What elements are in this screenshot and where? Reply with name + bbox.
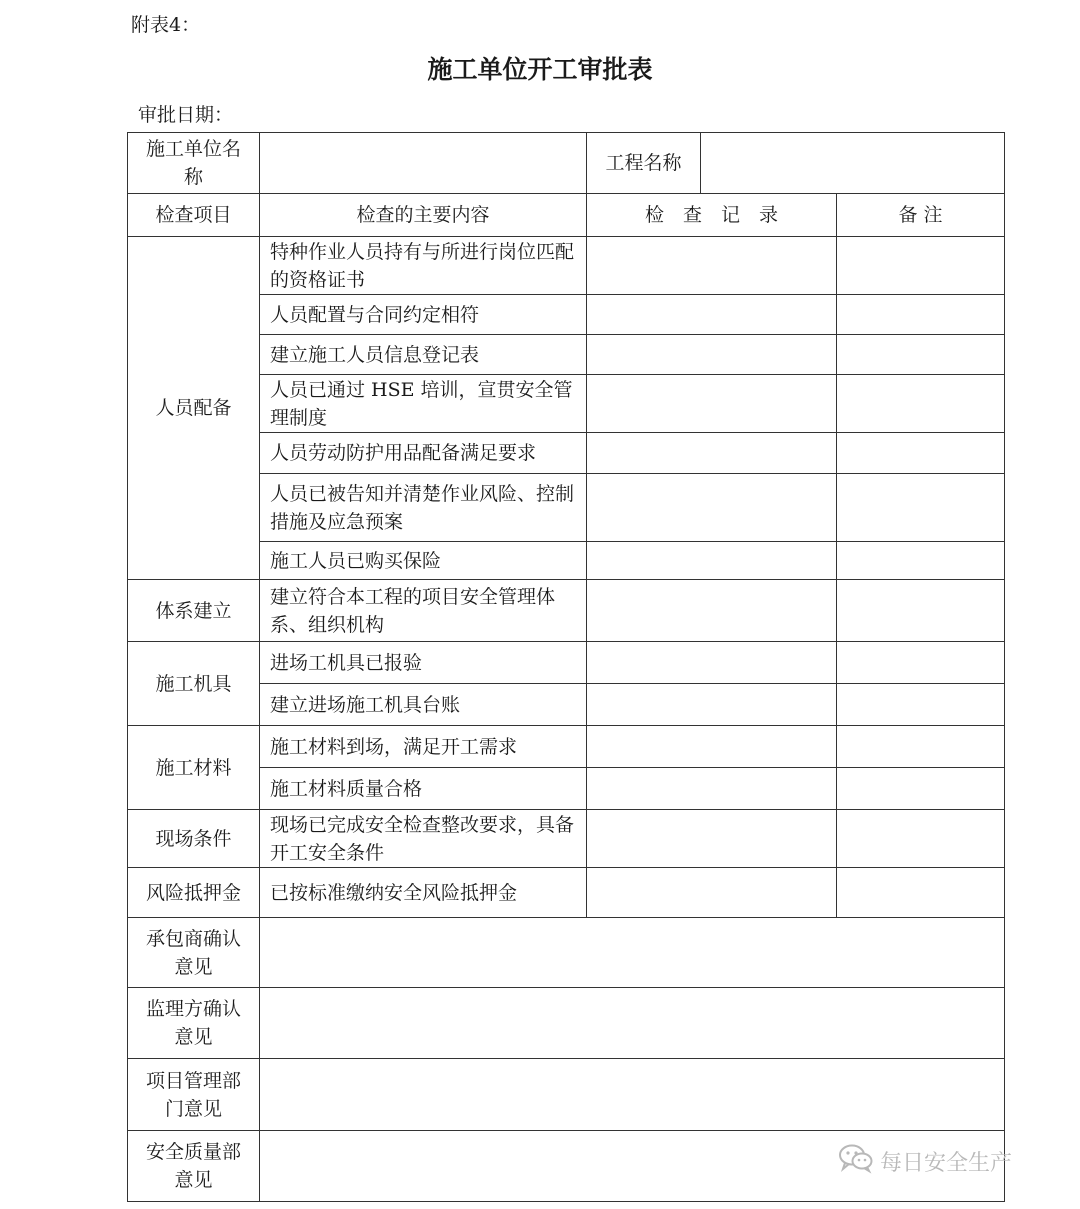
- table-row: [128, 542, 1005, 580]
- check-item: 建立施工人员信息登记表: [260, 335, 587, 375]
- project-name-label: 工程名称: [587, 133, 701, 194]
- remark-cell[interactable]: [837, 726, 1005, 768]
- record-cell[interactable]: [587, 868, 837, 918]
- col-content-header: 检查的主要内容: [260, 194, 587, 237]
- table-row: [128, 580, 1005, 642]
- table-row: [128, 375, 1005, 433]
- group-label-site: 现场条件: [128, 810, 260, 868]
- record-cell[interactable]: [587, 768, 837, 810]
- record-cell[interactable]: [587, 542, 837, 580]
- table-row: [128, 868, 1005, 918]
- check-item: 施工材料质量合格: [260, 768, 587, 810]
- check-item: 施工材料到场，满足开工需求: [260, 726, 587, 768]
- record-cell[interactable]: [587, 474, 837, 542]
- opinion-label-safety-dept: 安全质量部意见: [128, 1131, 260, 1202]
- wechat-icon: [838, 1143, 874, 1179]
- check-item: 进场工机具已报验: [260, 642, 587, 684]
- opinion-label-contractor: 承包商确认意见: [128, 918, 260, 988]
- record-cell[interactable]: [587, 375, 837, 433]
- document-title: 施工单位开工审批表: [427, 55, 653, 84]
- check-item: 人员已通过 HSE 培训，宣贯安全管理制度: [260, 375, 587, 433]
- table-row: [128, 474, 1005, 542]
- opinion-label-supervisor: 监理方确认意见: [128, 988, 260, 1059]
- remark-cell[interactable]: [837, 810, 1005, 868]
- unit-name-field[interactable]: [260, 133, 587, 194]
- table-row: [128, 768, 1005, 810]
- record-cell[interactable]: [587, 580, 837, 642]
- record-cell[interactable]: [587, 726, 837, 768]
- annex-label: 附表4：: [131, 14, 201, 36]
- remark-cell[interactable]: [837, 642, 1005, 684]
- remark-cell[interactable]: [837, 474, 1005, 542]
- remark-cell[interactable]: [837, 684, 1005, 726]
- check-item: 建立进场施工机具台账: [260, 684, 587, 726]
- remark-cell[interactable]: [837, 433, 1005, 474]
- table-row: [128, 684, 1005, 726]
- record-cell[interactable]: [587, 810, 837, 868]
- opinion-row-supervisor: [128, 988, 1005, 1059]
- unit-row: [128, 133, 1005, 194]
- project-name-field[interactable]: [701, 133, 1005, 194]
- col-remark-header: 备 注: [837, 194, 1005, 237]
- opinion-row-project-dept: [128, 1059, 1005, 1131]
- approval-date-label: 审批日期：: [138, 104, 234, 126]
- group-label-system: 体系建立: [128, 580, 260, 642]
- remark-cell[interactable]: [837, 375, 1005, 433]
- group-label-personnel: 人员配备: [128, 237, 260, 580]
- opinion-field-project-dept[interactable]: [260, 1059, 1005, 1131]
- record-cell[interactable]: [587, 295, 837, 335]
- column-header-row: [128, 194, 1005, 237]
- remark-cell[interactable]: [837, 335, 1005, 375]
- record-cell[interactable]: [587, 237, 837, 295]
- check-item: 现场已完成安全检查整改要求，具备开工安全条件: [260, 810, 587, 868]
- table-row: [128, 433, 1005, 474]
- remark-cell[interactable]: [837, 237, 1005, 295]
- group-label-materials: 施工材料: [128, 726, 260, 810]
- col-item-header: 检查项目: [128, 194, 260, 237]
- group-label-deposit: 风险抵押金: [128, 868, 260, 918]
- table-row: [128, 726, 1005, 768]
- approval-form-table: [127, 132, 1005, 1202]
- opinion-field-supervisor[interactable]: [260, 988, 1005, 1059]
- record-cell[interactable]: [587, 433, 837, 474]
- table-row: [128, 810, 1005, 868]
- check-item: 已按标准缴纳安全风险抵押金: [260, 868, 587, 918]
- check-item: 建立符合本工程的项目安全管理体系、组织机构: [260, 580, 587, 642]
- check-item: 人员劳动防护用品配备满足要求: [260, 433, 587, 474]
- watermark: [838, 1144, 1012, 1178]
- table-row: [128, 295, 1005, 335]
- check-item: 人员配置与合同约定相符: [260, 295, 587, 335]
- opinion-label-project-dept: 项目管理部门意见: [128, 1059, 260, 1131]
- check-item: 施工人员已购买保险: [260, 542, 587, 580]
- table-row: [128, 237, 1005, 295]
- check-item: 人员已被告知并清楚作业风险、控制措施及应急预案: [260, 474, 587, 542]
- record-cell[interactable]: [587, 335, 837, 375]
- unit-name-label: 施工单位名 称: [128, 133, 260, 194]
- remark-cell[interactable]: [837, 542, 1005, 580]
- remark-cell[interactable]: [837, 580, 1005, 642]
- table-row: [128, 642, 1005, 684]
- record-cell[interactable]: [587, 684, 837, 726]
- record-cell[interactable]: [587, 642, 837, 684]
- watermark-text: 每日安全生产: [880, 1150, 1013, 1176]
- check-item: 特种作业人员持有与所进行岗位匹配的资格证书: [260, 237, 587, 295]
- remark-cell[interactable]: [837, 868, 1005, 918]
- group-label-machinery: 施工机具: [128, 642, 260, 726]
- remark-cell[interactable]: [837, 295, 1005, 335]
- opinion-row-contractor: [128, 918, 1005, 988]
- table-row: [128, 335, 1005, 375]
- col-record-header: 检 查 记 录: [587, 194, 837, 237]
- remark-cell[interactable]: [837, 768, 1005, 810]
- opinion-field-contractor[interactable]: [260, 918, 1005, 988]
